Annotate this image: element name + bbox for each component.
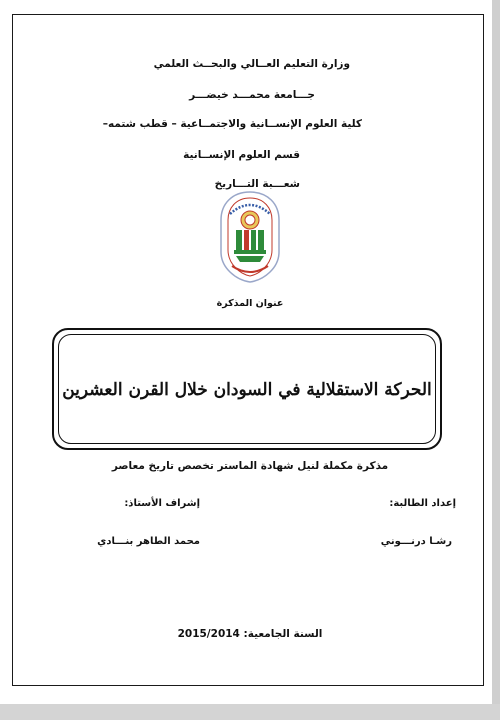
academic-year: السنة الجامعية: 2015/2014 <box>177 628 323 640</box>
branch-name: شعـــبة التـــاريخ <box>214 178 300 190</box>
department-name: قسم العلوم الإنســانية <box>183 149 300 161</box>
ministry-name: وزارة التعليم العــالي والبحــث العلمي <box>153 58 350 70</box>
student-label: إعداد الطالبة: <box>389 498 456 509</box>
page-edge-shadow-right <box>492 0 500 720</box>
supervisor-name: محمد الطاهر بنـــادي <box>97 536 200 547</box>
student-name: رشـا درنـــوني <box>380 536 452 547</box>
memo-title-label: عنوان المذكرة <box>216 298 284 309</box>
supervisor-label: إشراف الأستاذ: <box>124 498 200 509</box>
page-edge-shadow-bottom <box>0 704 500 720</box>
thesis-title: الحركة الاستقلالية في السودان خلال القرن العشرين <box>62 380 432 400</box>
title-frame <box>52 328 442 450</box>
thesis-subtitle: مذكرة مكملة لنيل شهادة الماستر تخصص تاريخ معاصر <box>111 460 389 472</box>
faculty-name: كلية العلوم الإنســانية والاجتمــاعية – قطب شتمه– <box>102 118 362 130</box>
university-name: جـــامعة محمـــد خيضـــر <box>189 89 315 101</box>
university-logo <box>218 190 282 284</box>
